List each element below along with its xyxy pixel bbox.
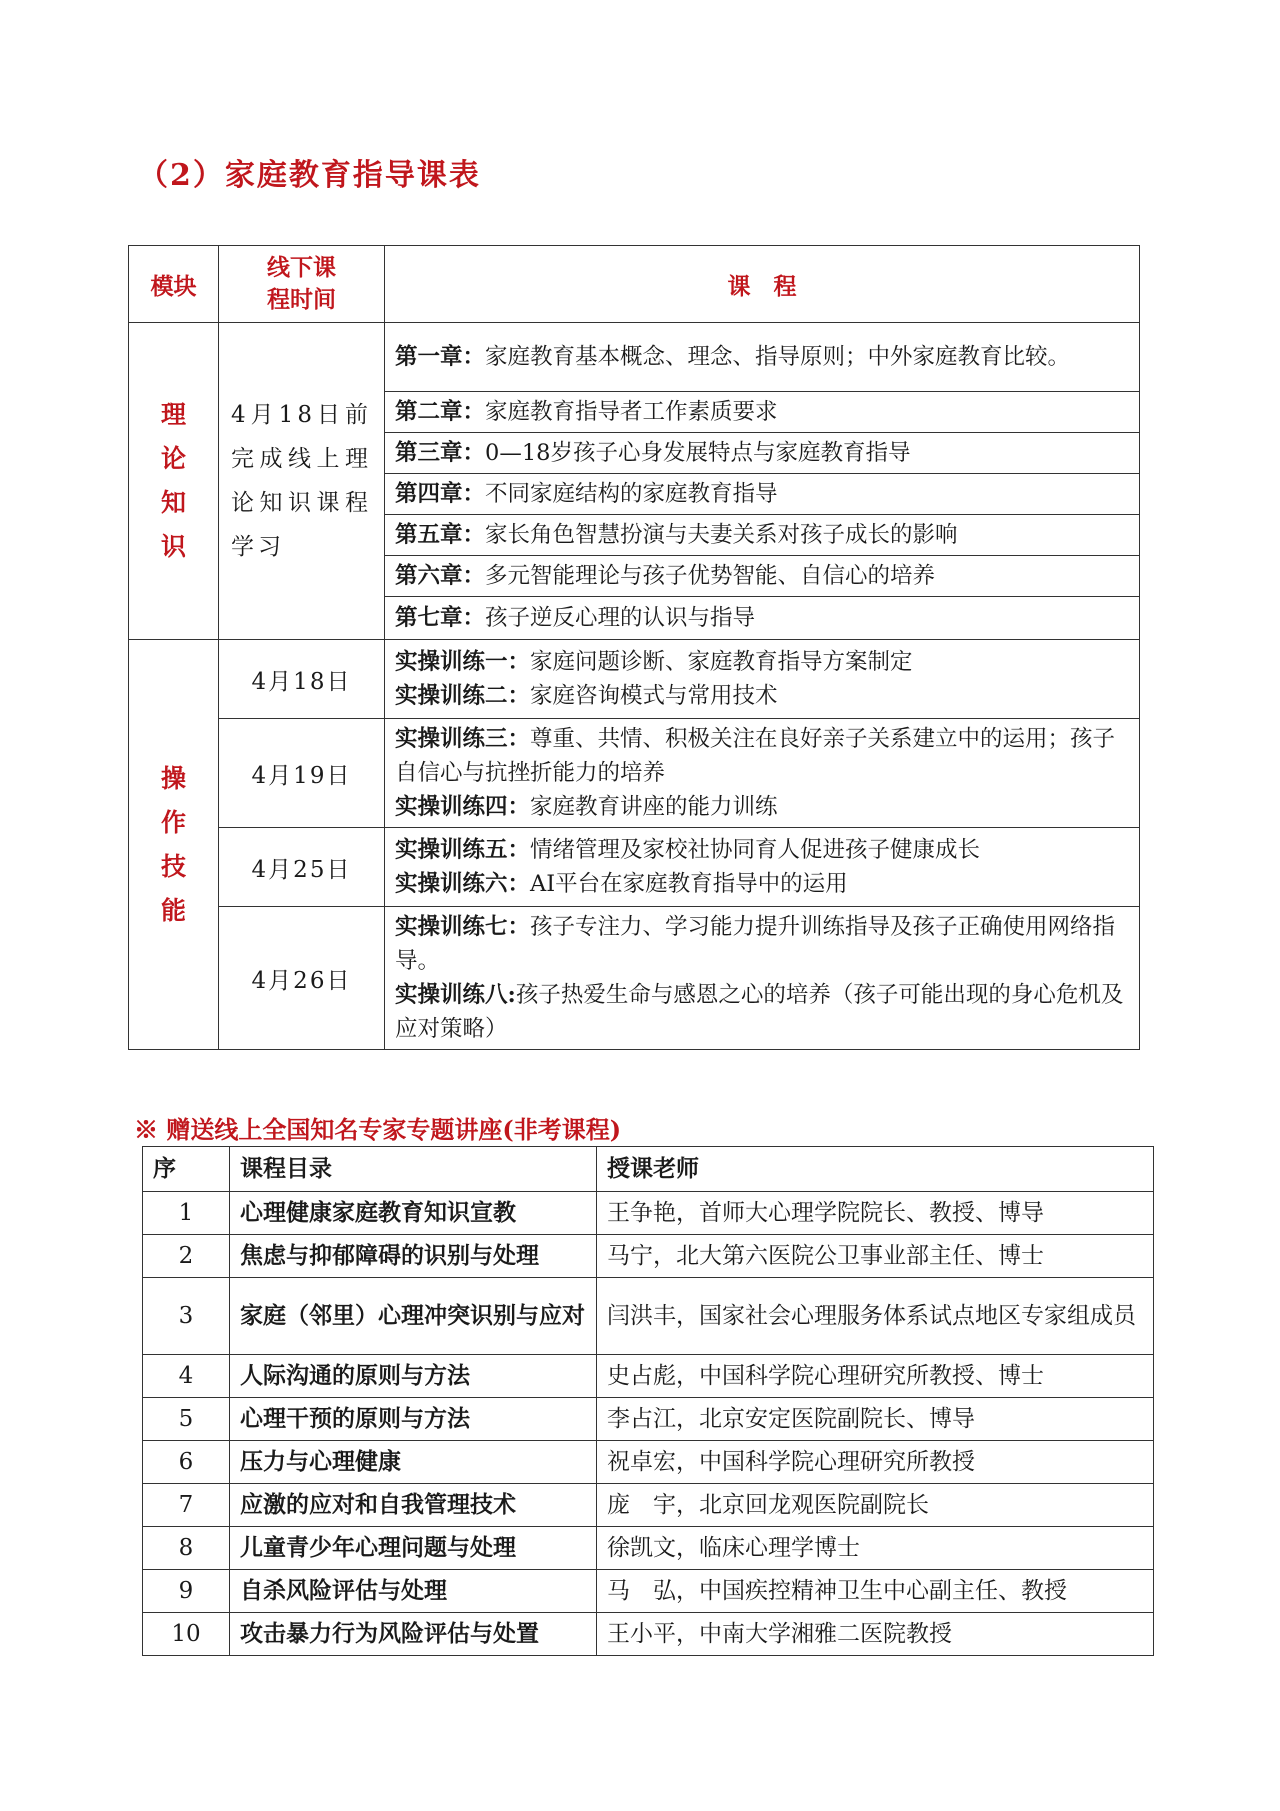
session-date: 4月25日 bbox=[219, 828, 385, 907]
chapter-5: 第五章：家长角色智慧扮演与夫妻关系对孩子成长的影响 bbox=[385, 515, 1140, 556]
session-courses: 实操训练三：尊重、共情、积极关注在良好亲子关系建立中的运用；孩子自信心与抗挫折能力的培养 实操训练四：家庭教育讲座的能力训练 bbox=[385, 719, 1140, 828]
session-row bbox=[129, 719, 1140, 828]
lecture-table bbox=[142, 1146, 1154, 1656]
session-courses: 实操训练七：孩子专注力、学习能力提升训练指导及孩子正确使用网络指导。 实操训练八:孩子热爱生命与感恩之心的培养（孩子可能出现的身心危机及应对策略） bbox=[385, 907, 1140, 1050]
table-row: 6 压力与心理健康 祝卓宏，中国科学院心理研究所教授 bbox=[143, 1441, 1154, 1484]
session-row bbox=[129, 640, 1140, 719]
table-row: 5 心理干预的原则与方法 李占江，北京安定医院副院长、博导 bbox=[143, 1398, 1154, 1441]
header-time: 线下课 程时间 bbox=[219, 246, 385, 323]
table-row: 8 儿童青少年心理问题与处理 徐凯文，临床心理学博士 bbox=[143, 1527, 1154, 1570]
chapter-1: 第一章：家庭教育基本概念、理念、指导原则；中外家庭教育比较。 bbox=[385, 323, 1140, 392]
header-no: 序 bbox=[143, 1147, 230, 1192]
bonus-lecture-note: ※ 赠送线上全国知名专家专题讲座(非考课程) bbox=[134, 1115, 622, 1144]
schedule-header-row bbox=[129, 246, 1140, 323]
table-row: 9 自杀风险评估与处理 马 弘，中国疾控精神卫生中心副主任、教授 bbox=[143, 1570, 1154, 1613]
header-teacher: 授课老师 bbox=[597, 1147, 1154, 1192]
table-row: 3 家庭（邻里）心理冲突识别与应对 闫洪丰，国家社会心理服务体系试点地区专家组成员 bbox=[143, 1278, 1154, 1355]
lecture-header-row bbox=[143, 1147, 1154, 1192]
session-date: 4月26日 bbox=[219, 907, 385, 1050]
session-row bbox=[129, 907, 1140, 1050]
header-topic: 课程目录 bbox=[230, 1147, 597, 1192]
session-courses: 实操训练一：家庭问题诊断、家庭教育指导方案制定 实操训练二：家庭咨询模式与常用技术 bbox=[385, 640, 1140, 719]
page-title: （2）家庭教育指导课表 bbox=[138, 158, 481, 193]
session-date: 4月18日 bbox=[219, 640, 385, 719]
chapter-row bbox=[129, 323, 1140, 392]
module-practice: 操 作 技 能 bbox=[129, 640, 219, 1050]
chapter-4: 第四章：不同家庭结构的家庭教育指导 bbox=[385, 474, 1140, 515]
header-module: 模块 bbox=[129, 246, 219, 323]
table-row: 4 人际沟通的原则与方法 史占彪，中国科学院心理研究所教授、博士 bbox=[143, 1355, 1154, 1398]
table-row: 1 心理健康家庭教育知识宣教 王争艳，首师大心理学院院长、教授、博导 bbox=[143, 1192, 1154, 1235]
chapter-3: 第三章：0—18岁孩子心身发展特点与家庭教育指导 bbox=[385, 433, 1140, 474]
chapter-6: 第六章：多元智能理论与孩子优势智能、自信心的培养 bbox=[385, 556, 1140, 597]
theory-time: 4月18日前完成线上理论知识课程学习 bbox=[219, 323, 385, 640]
table-row: 7 应激的应对和自我管理技术 庞 宇，北京回龙观医院副院长 bbox=[143, 1484, 1154, 1527]
schedule-table bbox=[128, 245, 1140, 1050]
chapter-7: 第七章：孩子逆反心理的认识与指导 bbox=[385, 597, 1140, 640]
session-date: 4月19日 bbox=[219, 719, 385, 828]
header-course: 课 程 bbox=[385, 246, 1140, 323]
module-theory: 理 论 知 识 bbox=[129, 323, 219, 640]
session-row bbox=[129, 828, 1140, 907]
table-row: 2 焦虑与抑郁障碍的识别与处理 马宁，北大第六医院公卫事业部主任、博士 bbox=[143, 1235, 1154, 1278]
table-row: 10 攻击暴力行为风险评估与处置 王小平，中南大学湘雅二医院教授 bbox=[143, 1613, 1154, 1656]
session-courses: 实操训练五：情绪管理及家校社协同育人促进孩子健康成长 实操训练六：AI平台在家庭教育指导中的运用 bbox=[385, 828, 1140, 907]
chapter-2: 第二章：家庭教育指导者工作素质要求 bbox=[385, 392, 1140, 433]
